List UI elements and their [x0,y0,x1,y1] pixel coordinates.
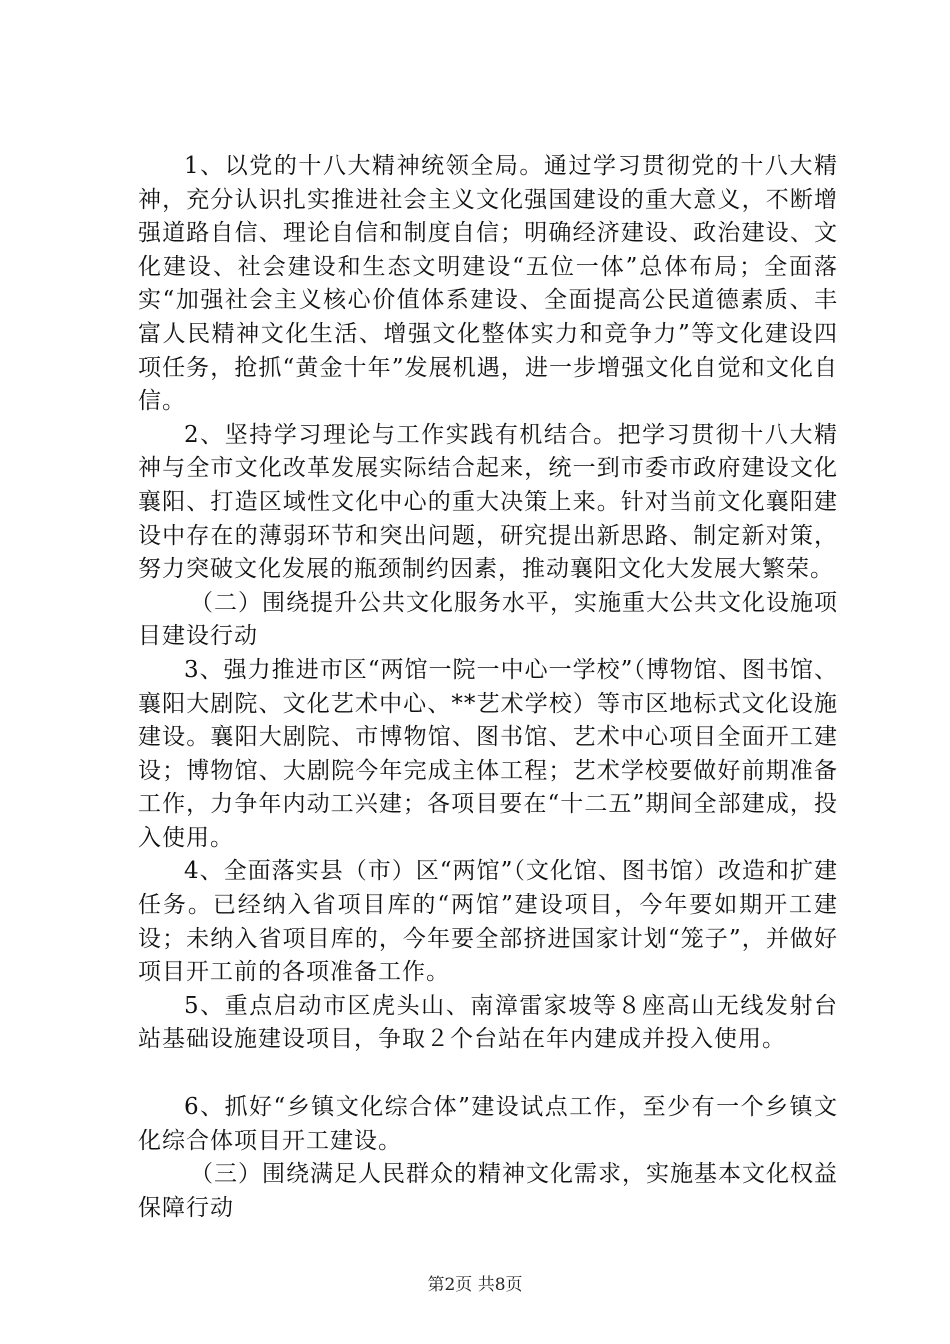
paragraph-spacer [138,1057,838,1091]
document-body [138,150,838,1225]
section-heading-3: （三）围绕满足人民群众的精神文化需求，实施基本文化权益保障行动 [138,1161,838,1221]
paragraph-4: 4、全面落实县（市）区“两馆”（文化馆、图书馆）改造和扩建任务。已经纳入省项目库的“两馆”建设项目，今年要如期开工建设；未纳入省项目库的，今年要全部挤进国家计划“笼子”，并做好项目开工前的各项准备工作。 [138,858,838,986]
paragraph-6: 6、抓好“乡镇文化综合体”建设试点工作，至少有一个乡镇文化综合体项目开工建设。 [138,1094,838,1154]
paragraph-5: 5、重点启动市区虎头山、南漳雷家坡等８座高山无线发射台站基础设施建设项目，争取２个台站在年内建成并投入使用。 [138,992,838,1053]
paragraph-2: 2、坚持学习理论与工作实践有机结合。把学习贯彻十八大精神与全市文化改革发展实际结合起来，统一到市委市政府建设文化襄阳、打造区域性文化中心的重大决策上来。针对当前文化襄阳建设中存在的薄弱环节和突出问题，研究提出新思路、制定新对策，努力突破文化发展的瓶颈制约因素，推动襄阳文化大发展大繁荣。 [138,421,838,583]
paragraph-3: 3、强力推进市区“两馆一院一中心一学校”（博物馆、图书馆、襄阳大剧院、文化艺术中心、**艺术学校）等市区地标式文化设施建设。襄阳大剧院、市博物馆、图书馆、艺术中心项目全面开工建设；博物馆、大剧院今年完成主体工程；艺术学校要做好前期准备工作，力争年内动工兴建；各项目要在“十二五”期间全部建成，投入使用。 [138,656,838,851]
section-heading-2: （二）围绕提升公共文化服务水平，实施重大公共文化设施项目建设行动 [138,589,838,650]
paragraph-1: 1、以党的十八大精神统领全局。通过学习贯彻党的十八大精神，充分认识扎实推进社会主义文化强国建设的重大意义，不断增强道路自信、理论自信和制度自信；明确经济建设、政治建设、文化建设、社会建设和生态文明建设“五位一体”总体布局；全面落实“加强社会主义核心价值体系建设、全面提高公民道德素质、丰富人民精神文化生活、增强文化整体实力和竞争力”等文化建设四项任务，抢抓“黄金十年”发展机遇，进一步增强文化自觉和文化自信。 [138,153,838,415]
page-footer: 第2页 共8页 [427,1275,523,1295]
